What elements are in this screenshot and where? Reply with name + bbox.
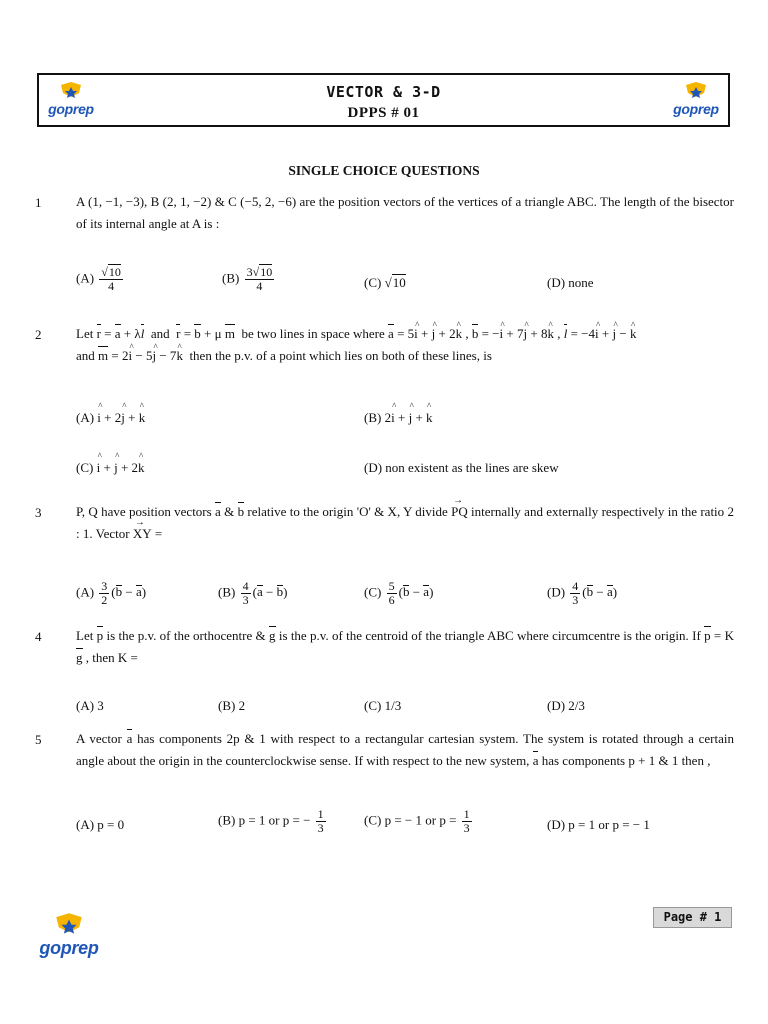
goprep-logo-footer — [36, 912, 102, 957]
option-b: (B) $\frac{4}{3}$ (a − b) — [218, 579, 288, 607]
option-b: (B) 2^ i + ^ j + ^ k — [364, 410, 433, 426]
question-text: A (1, −1, −3), B (2, 1, −2) & C (−5, 2, −6) are the position vectors of the vertices of a triangle ABC. The length of the bisector of its internal angle at A is : — [76, 194, 734, 231]
option-d: (D) none — [547, 275, 594, 290]
question-text: A vector a has components 2p & 1 with respect to a rectangular cartesian system. The system is rotated through a certain angle about the origin in the counterclockwise sense. If with respect to the new system, a has components p + 1 & 1 then , — [76, 728, 734, 772]
option-c: (C) $\frac{5}{6}$ (b − a) — [364, 579, 434, 607]
question-text: Let r = a + λl and r = b + μ m be two lines in space where a = 5^ i + ^ j + 2^ k , b = −^ i + 7^ j + 8^ k , l = −4^ i + ^ j − ^ k and m = 2^ i − 5^ j − 7^ k then the p.v. of a point which lies on both of these lines, is — [76, 323, 734, 367]
option-d: (D) 2/3 — [547, 698, 585, 713]
option-c: (C) p = − 1 or p = $\frac{1}{3}$ — [364, 807, 470, 835]
question-text: P, Q have position vectors a & b relative to the origin 'O' & X, Y divide → PQ internally and externally respectively in the ratio 2 : 1. Vector → XY = — [76, 501, 734, 545]
option-d: (D) p = 1 or p = − 1 — [547, 817, 650, 832]
logo-text: goprep — [39, 938, 99, 958]
document-title: VECTOR & 3-D — [326, 83, 441, 101]
document-subtitle: DPPS # 01 — [347, 105, 420, 121]
question-number: 1 — [35, 195, 42, 210]
option-d: (D) $\frac{4}{3}$ (b − a) — [547, 579, 618, 607]
question-number: 3 — [35, 505, 42, 520]
goprep-logo-icon — [52, 912, 86, 940]
option-a: (A) 3 — [76, 698, 104, 713]
question-number: 4 — [35, 629, 42, 644]
option-c: (C) ^ i + ^ j + 2^ k — [76, 460, 145, 476]
goprep-logo-right — [666, 81, 726, 116]
page-number: Page # 1 — [653, 907, 732, 928]
option-b: (B) 2 — [218, 698, 246, 713]
option-b: (B) $\frac{3√10}{4}$ — [222, 265, 273, 293]
option-a: (A) ^ i + 2^ j + ^ k — [76, 410, 145, 426]
option-c: (C) √10 — [364, 275, 406, 290]
option-b: (B) p = 1 or p = − $\frac{1}{3}$ — [218, 807, 324, 835]
question-text: Let p is the p.v. of the orthocentre & g is the p.v. of the centroid of the triangle ABC where circumcentre is the origin. If p = K g , then K = — [76, 625, 734, 669]
section-title: SINGLE CHOICE QUESTIONS — [288, 163, 480, 178]
question-number: 2 — [35, 327, 42, 342]
option-c: (C) 1/3 — [364, 698, 402, 713]
logo-text: goprep — [48, 101, 94, 117]
question-number: 5 — [35, 732, 42, 747]
header-box — [37, 73, 730, 127]
option-a: (A) $\frac{√10}{4}$ — [76, 265, 121, 293]
option-a: (A) p = 0 — [76, 817, 125, 832]
option-a: (A) $\frac{3}{2}$ (b − a) — [76, 579, 147, 607]
goprep-logo-icon — [683, 81, 709, 103]
option-d: (D) non existent as the lines are skew — [364, 460, 559, 475]
logo-text: goprep — [673, 101, 719, 117]
